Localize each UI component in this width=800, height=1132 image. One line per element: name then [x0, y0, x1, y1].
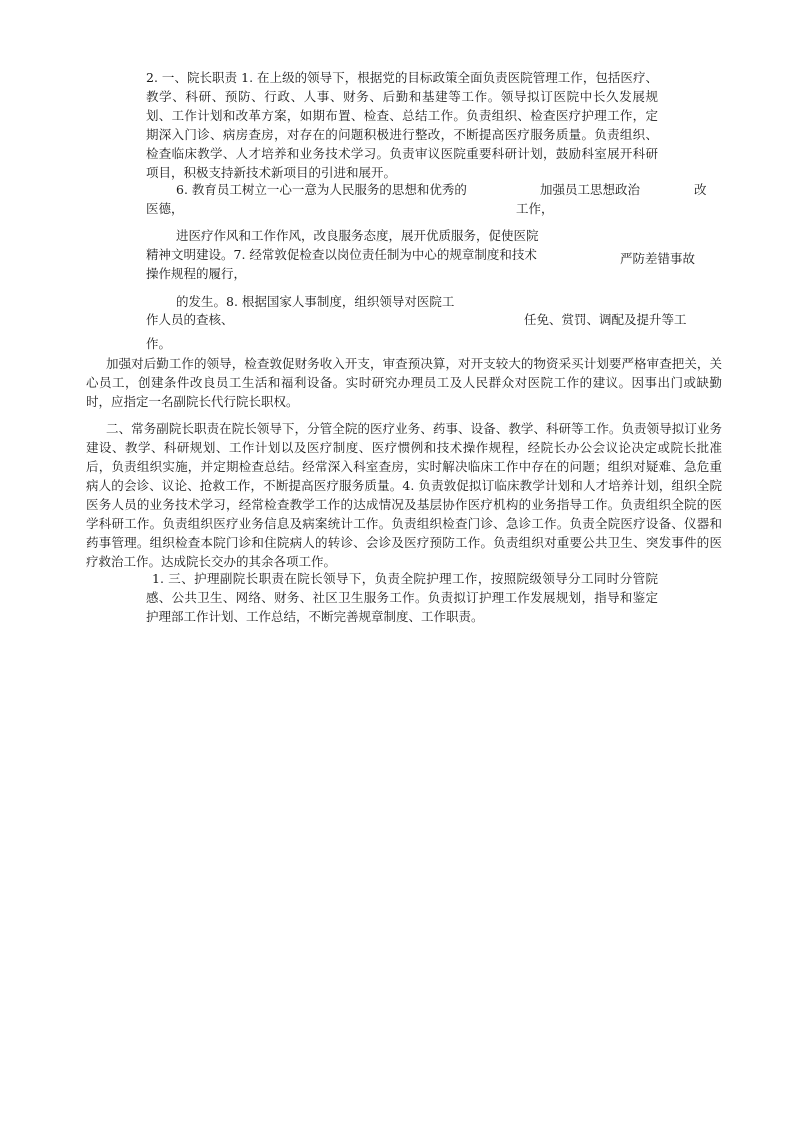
duty-7-line-3: 操作规程的履行，: [146, 266, 247, 281]
duty-8-end: 作。: [146, 336, 172, 351]
paragraph-logistics: 加强对后勤工作的领导，检查敦促财务收入开支，审查预决算，对开支较大的物资采买计划要严格审查把关，关心员工，创建条件改良员工生活和福利设备。实时研究办理员工及人民群众对医院工作的建议。因事出门或缺勤时，应指定一名副院长代行院长职权。: [86, 356, 722, 409]
duty-7-line-2: 精神文明建设。7. 经常敦促检查以岗位责任制为中心的规章制度和技术: [146, 247, 537, 262]
duty-8-right: 任免、赏罚、调配及提升等工: [524, 312, 687, 327]
paragraph-executive-vice-president: 二、常务副院长职责在院长领导下，分管全院的医疗业务、药事、设备、教学、科研等工作。负责领导拟订业务建设、教学、科研规划、工作计划以及医疗制度、医疗惯例和技术操作规程，经院长办公会议论决定或院长批准后，负责组织实施，并定期检查总结。经常深入科室查房，实时解决临床工作中存在的问题；组织对疑难、急危重病人的会诊、议论、抢救工作，不断提高医疗服务质量。4. 负责敦促拟订临床教学计划和人才培养计划，组织全院医务人员的业务技术学习，经常检查教学工作的达成情况及基层协作医疗机构的业务指导工作。负责组织全院的医学科研工作。负责组织医疗业务信息及病案统计工作。负责组织检查门诊、急诊工作。负责全院医疗设备、仪器和药事管理。组织检查本院门诊和住院病人的转诊、会诊及医疗预防工作。负责组织对重要公共卫生、突发事件的医疗救治工作。达成院长交办的其余各项工作。: [86, 421, 722, 569]
duty-6-right: 改: [694, 182, 707, 197]
paragraph-nursing-vice-president: 1. 三、护理副院长职责在院长领导下，负责全院护理工作，按照院级领导分工同时分管院感、公共卫生、网络、财务、社区卫生服务工作。负责拟订护理工作发展规划，指导和鉴定护理部工作计划、工作总结，不断完善规章制度、工作职责。: [146, 571, 658, 624]
duty-6-mid-line-1: 加强员工思想政治: [540, 182, 641, 197]
duty-8-line-1: 的发生。8. 根据国家人事制度，组织领导对医院工: [176, 294, 455, 309]
duty-6-line-1: 6. 教育员工树立一心一意为人民服务的思想和优秀的: [176, 182, 467, 197]
duty-7-right: 严防差错事故: [620, 251, 696, 266]
duty-6-mid-line-2: 工作，: [516, 201, 554, 216]
duty-6-line-2: 医德，: [146, 201, 184, 216]
paragraph-president-duties: 2. 一、院长职责 1. 在上级的领导下，根据党的目标政策全面负责医院管理工作，包括医疗、教学、科研、预防、行政、人事、财务、后勤和基建等工作。领导拟订医院中长久发展规划、工作计划和改革方案，如期布置、检查、总结工作。负责组织、检查医疗护理工作，定期深入门诊、病房查房，对存在的问题积极进行整改，不断提高医疗服务质量。负责组织、检查临床教学、人才培养和业务技术学习。负责审议医院重要科研计划，鼓励科室展开科研项目，积极支持新技术新项目的引进和展开。: [146, 70, 658, 180]
duty-8-line-2: 作人员的查核、: [146, 312, 234, 327]
duty-7-line-1: 进医疗作风和工作作风，改良服务态度，展开优质服务，促使医院: [176, 228, 539, 243]
